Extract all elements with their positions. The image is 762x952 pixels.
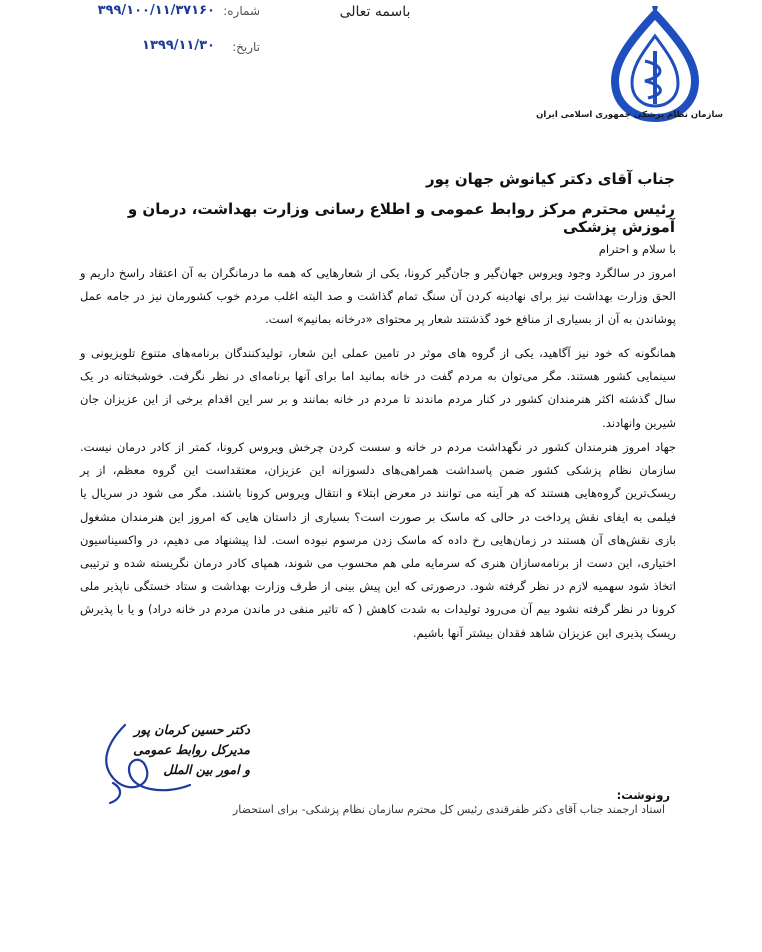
body-paragraph-3: جهاد امروز هنرمندان کشور در نگهداشت مردم در خانه و سست کردن چرخش ویروس کرونا، کمتر از کادر درمان نیست. سازمان نظام پزشکی کشور ضمن پاسداشت همراهی‌های دلسوزانه این عزیزان، معتقداست این گروه معظم، از پر ریسک‌ترین گروه‌هایی هستند که هر آینه می توانند در معرض ابتلاء و انتقال ویروس کرونا باشند. مگر می شود در سریال یا فیلمی به ایفای نقش پرداخت در حالی که ماسک بر صورت است؟ بسیاری از داستان هایی که امروز این هنرمندان مشغول بازی نقش‌های آن هستند در زمان‌هایی رخ داده که ماسک زدن مرسوم نبوده است. لذا پیشنهاد می دهیم، در واکسیناسیون اختیاری، این دست از برنامه‌سازان هنری که سرمایه ملی هم محسوب می شوند، همپای کادر درمان نگریسته شده و ترتیبی اتخاذ شود سهمیه لازم در نظر گرفته شود. درصورتی که این پیش بینی از طرف وزارت بهداشت و ستاد خستگی ناپذیر ملی کرونا در نظر گرفته نشود بیم آن می‌رود تولیدات به شدت کاهش ( که تاثیر منفی در ماندن مردم در خانه دراد) و یا با پذیرش ریسک پذیری این عزیزان شاهد فقدان بیشتر آنها باشیم. xyxy=(80,440,676,640)
cc-label: رونوشت: xyxy=(616,788,670,802)
signature-block xyxy=(120,720,250,780)
greeting: با سلام و احترام xyxy=(598,242,676,256)
cc-recipient: استاد ارجمند جناب آقای دکتر ظفرقندی رئیس کل محترم سازمان نظام پزشکی- برای استحضار xyxy=(232,803,665,816)
signatory-title-2: و امور بین الملل xyxy=(163,762,250,777)
signatory-name: دکتر حسین کرمان پور xyxy=(134,722,250,737)
body-paragraph-2: همانگونه که خود نیز آگاهید، یکی از گروه های موثر در تامین عملی این شعار، تولیدکنندگان برنامه‌های متنوع تلویزیونی و سینمایی کشور هستند. مگر می‌توان به مردم گفت در خانه بمانید اما برای آنها برنامه‌ای در نظر نگرفت. خوشبختانه در یک سال گذشته اکثر هنرمندان کشور در کنار مردم ماندند تا مردم در خانه بمانند و بر سر این اقدام برخی از این عزیزان جان شیرین وانهادند. xyxy=(80,346,676,430)
medical-council-logo-icon xyxy=(590,6,720,126)
bismillah-heading: باسمه تعالی xyxy=(339,4,411,20)
date-label: تاریخ: xyxy=(232,40,260,54)
letter-date: ۱۳۹۹/۱۱/۳۰ xyxy=(142,38,215,53)
addressee-title: رئیس محترم مرکز روابط عمومی و اطلاع رسانی وزارت بهداشت، درمان و آموزش پزشکی xyxy=(127,200,675,236)
organization-name: سازمان نظام پزشکی جمهوری اسلامی ایران xyxy=(536,110,723,120)
signatory-title: مدیرکل روابط عمومی xyxy=(133,742,250,757)
body-paragraph-1: امروز در سالگرد وجود ویروس جهان‌گیر و جان‌گیر کرونا، یکی از شعارهایی که همه ما درمانگران به آن اعتقاد راسخ داریم و الحق وزارت بهداشت نیز برای نهادینه کردن آن سنگ تمام گذاشت و صد البته اغلب مردم خوب کشورمان نیز در جامه عمل پوشاندن به آن از بسیاری از منافع خود گذشتند شعار پر محتوای «درخانه بمانیم» است. xyxy=(80,266,676,327)
letter-number: ۳۹۹/۱۰۰/۱۱/۳۷۱۶۰ xyxy=(97,3,215,18)
addressee-name: جناب آقای دکتر کیانوش جهان پور xyxy=(425,170,675,188)
number-label: شماره: xyxy=(223,4,260,18)
